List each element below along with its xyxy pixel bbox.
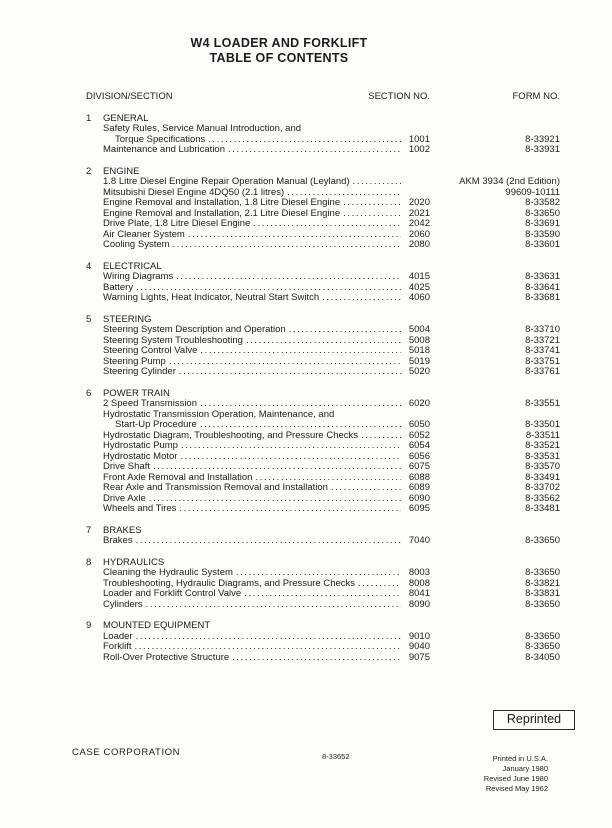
page-title [103, 36, 455, 66]
toc-item-title: Front Axle Removal and Installation [103, 471, 253, 483]
dot-leader [146, 600, 401, 611]
toc-item-section-no: 5008 [408, 334, 430, 346]
section-number: 7 [86, 524, 92, 536]
section-number: 9 [86, 620, 92, 631]
toc-item-form-no: 8-33650 [525, 207, 560, 219]
toc-item-title: Start-Up Procedure [115, 419, 197, 430]
toc-item-form-no: 8-33921 [525, 133, 560, 145]
toc-row [86, 177, 560, 188]
toc-row [86, 124, 560, 135]
dot-leader [361, 431, 401, 442]
section-title: GENERAL [103, 112, 149, 124]
toc-item-title: Loader [103, 630, 133, 642]
section-number: 4 [86, 260, 92, 272]
toc-item-title: Air Cleaner System [103, 228, 185, 240]
reprinted-stamp: Reprinted [493, 710, 575, 730]
toc-item-section-no: 6075 [408, 461, 430, 472]
table-of-contents [86, 114, 560, 664]
dot-leader [153, 462, 401, 473]
dot-leader [322, 293, 401, 304]
dot-leader [236, 568, 401, 579]
toc-item-form-no: AKM 3934 (2nd Edition) [459, 176, 560, 187]
toc-item-section-no: 9040 [408, 641, 430, 652]
toc-item-title: Wiring Diagrams [103, 271, 174, 282]
toc-row [86, 653, 560, 664]
toc-item-title: Cylinders [103, 598, 143, 610]
toc-item-form-no: 8-33501 [525, 419, 560, 430]
toc-row [86, 272, 560, 283]
toc-section-steering [86, 315, 560, 378]
toc-item-title: Steering System Description and Operation [103, 324, 286, 335]
toc-item-title: Wheels and Tires [103, 503, 177, 514]
toc-item-title: Hydrostatic Diagram, Troubleshooting, and Pressure Checks [103, 429, 359, 441]
dot-leader [358, 579, 401, 590]
toc-row [86, 483, 560, 494]
toc-item-section-no: 5020 [408, 366, 430, 377]
column-headers [86, 92, 560, 103]
toc-item-title: Drive Axle [103, 492, 146, 504]
toc-section-hydraulics [86, 558, 560, 611]
toc-section-power-train [86, 389, 560, 515]
toc-item-section-no: 4025 [408, 281, 430, 293]
toc-row [86, 441, 560, 452]
page-title-line2: TABLE OF CONTENTS [209, 51, 349, 65]
dot-leader [181, 441, 401, 452]
dot-leader [289, 325, 401, 336]
toc-item-title: Rear Axle and Transmission Removal and Installation [103, 482, 328, 493]
dot-leader [136, 632, 401, 643]
section-heading [86, 621, 560, 632]
section-title: HYDRAULICS [103, 556, 165, 568]
dot-leader [188, 230, 401, 241]
toc-item-form-no: 8-33831 [525, 588, 560, 599]
section-title: STEERING [103, 313, 152, 325]
dot-leader [200, 346, 401, 357]
toc-item-title: Hydrostatic Motor [103, 450, 178, 462]
dot-leader [149, 494, 401, 505]
toc-item-title: Drive Plate, 1.8 Litre Diesel Engine [103, 218, 251, 229]
toc-section-general [86, 114, 560, 156]
toc-row [86, 642, 560, 653]
footer-print-line: Revised May 1962 [485, 784, 548, 793]
dot-leader [232, 653, 401, 664]
toc-section-engine [86, 167, 560, 251]
toc-item-section-no: 4015 [408, 271, 430, 282]
toc-row [86, 399, 560, 410]
section-title: ELECTRICAL [103, 260, 162, 272]
section-title: MOUNTED EQUIPMENT [103, 620, 211, 631]
toc-item-section-no: 6090 [408, 492, 430, 504]
dot-leader [135, 642, 402, 653]
toc-row [86, 420, 560, 431]
toc-item-form-no: 8-33570 [525, 461, 560, 472]
toc-item-title: Loader and Forklift Control Valve [103, 588, 242, 599]
toc-row [86, 219, 560, 230]
toc-item-section-no: 6088 [408, 471, 430, 483]
toc-item-form-no: 8-33702 [525, 482, 560, 493]
footer-print-line: January 1980 [502, 764, 548, 773]
toc-section-brakes [86, 526, 560, 547]
toc-item-form-no: 8-33650 [525, 641, 560, 652]
dot-leader [208, 135, 401, 146]
page-title-line1: W4 LOADER AND FORKLIFT [190, 36, 368, 50]
toc-item-form-no: 8-33551 [525, 398, 560, 409]
toc-item-title: Safety Rules, Service Manual Introduction, and [103, 123, 302, 134]
toc-section-mounted-equipment [86, 621, 560, 663]
dot-leader [179, 367, 401, 378]
toc-item-form-no: 8-33691 [525, 218, 560, 229]
toc-item-section-no: 9010 [408, 630, 430, 642]
toc-item-section-no: 2020 [408, 197, 430, 208]
dot-leader [228, 145, 401, 156]
section-number: 5 [86, 313, 92, 325]
toc-item-section-no: 8041 [408, 588, 430, 599]
toc-item-form-no: 99609-10111 [505, 186, 560, 198]
dot-leader [136, 536, 401, 547]
toc-item-section-no: 6020 [408, 398, 430, 409]
toc-item-section-no: 9075 [408, 651, 430, 663]
toc-row [86, 198, 560, 209]
dot-leader [343, 198, 401, 209]
footer-print-line: Revised June 1980 [483, 774, 548, 783]
toc-row [86, 536, 560, 547]
toc-row [86, 589, 560, 600]
toc-row [86, 145, 560, 156]
toc-item-form-no: 8-33631 [525, 271, 560, 282]
toc-item-section-no: 2042 [408, 218, 430, 229]
toc-item-title: Mitsubishi Diesel Engine 4DQ50 (2.1 litres) [103, 186, 285, 198]
toc-item-section-no: 6050 [408, 419, 430, 430]
column-header-division: DIVISION/SECTION [86, 91, 173, 102]
section-title: BRAKES [103, 524, 142, 536]
dot-leader [353, 177, 401, 188]
toc-item-form-no: 8-33681 [525, 292, 560, 303]
toc-item-form-no: 8-33751 [525, 355, 560, 367]
section-title: POWER TRAIN [103, 387, 170, 399]
toc-row [86, 452, 560, 463]
toc-row [86, 504, 560, 515]
section-heading [86, 526, 560, 537]
toc-item-title: Troubleshooting, Hydraulic Diagrams, and Pressure Checks [103, 577, 356, 589]
toc-item-section-no: 2060 [408, 228, 430, 240]
toc-item-title: Roll-Over Protective Structure [103, 651, 230, 663]
toc-item-title: Hydrostatic Pump [103, 440, 178, 451]
toc-row [86, 600, 560, 611]
toc-item-title: Steering Control Valve [103, 345, 198, 356]
toc-item-title: Steering System Troubleshooting [103, 334, 243, 346]
dot-leader [331, 483, 401, 494]
toc-item-form-no: 8-33582 [525, 197, 560, 208]
column-header-form-no: FORM NO. [512, 91, 560, 102]
toc-item-section-no: 2021 [408, 207, 430, 219]
toc-item-section-no: 6054 [408, 440, 430, 451]
toc-item-section-no: 8008 [408, 577, 430, 589]
toc-item-title: Steering Pump [103, 355, 166, 367]
toc-item-section-no: 8090 [408, 598, 430, 610]
dot-leader [180, 452, 401, 463]
toc-row [86, 568, 560, 579]
dot-leader [200, 399, 401, 410]
toc-row [86, 632, 560, 643]
footer-company-name: CASE CORPORATION [72, 747, 181, 758]
dot-leader [200, 420, 401, 431]
dot-leader [169, 357, 401, 368]
toc-item-title: Engine Removal and Installation, 1.8 Litre Diesel Engine [103, 197, 341, 208]
dot-leader [343, 209, 401, 220]
toc-item-form-no: 8-33931 [525, 144, 560, 155]
toc-item-form-no: 8-33650 [525, 630, 560, 642]
toc-item-form-no: 8-34050 [525, 651, 560, 663]
toc-item-section-no: 7040 [408, 535, 430, 546]
toc-item-section-no: 5018 [408, 345, 430, 356]
toc-item-section-no: 2080 [408, 239, 430, 250]
section-number: 2 [86, 165, 92, 177]
toc-section-electrical [86, 262, 560, 304]
toc-item-section-no: 6089 [408, 482, 430, 493]
section-title: ENGINE [103, 165, 140, 177]
toc-item-title: Drive Shaft [103, 461, 150, 472]
toc-item-section-no: 5019 [408, 355, 430, 367]
dot-leader [244, 589, 401, 600]
toc-item-section-no: 4060 [408, 292, 430, 303]
toc-item-form-no: 8-33641 [525, 281, 560, 293]
dot-leader [253, 219, 401, 230]
toc-item-form-no: 8-33481 [525, 503, 560, 514]
toc-item-section-no: 1001 [408, 133, 430, 145]
toc-item-title: Torque Specifications [115, 133, 206, 145]
toc-item-form-no: 8-33511 [525, 429, 560, 441]
toc-item-title: 1.8 Litre Diesel Engine Repair Operation Manual (Leyland) [103, 176, 350, 187]
toc-item-section-no: 6095 [408, 503, 430, 514]
toc-item-form-no: 8-33721 [525, 334, 560, 346]
toc-item-title: Cooling System [103, 239, 170, 250]
toc-item-form-no: 8-33761 [525, 366, 560, 377]
toc-item-title: Battery [103, 281, 134, 293]
toc-item-title: Maintenance and Lubrication [103, 144, 226, 155]
toc-item-title: Brakes [103, 535, 133, 546]
toc-item-form-no: 8-33650 [525, 567, 560, 578]
toc-item-section-no: 8003 [408, 567, 430, 578]
toc-item-form-no: 8-33491 [525, 471, 560, 483]
toc-item-title: Engine Removal and Installation, 2.1 Litre Diesel Engine [103, 207, 341, 219]
toc-item-title: Steering Cylinder [103, 366, 176, 377]
toc-item-form-no: 8-33821 [525, 577, 560, 589]
dot-leader [179, 504, 401, 515]
dot-leader [173, 240, 401, 251]
toc-item-title: Warning Lights, Heat Indicator, Neutral Start Switch [103, 292, 320, 303]
toc-item-form-no: 8-33601 [525, 239, 560, 250]
toc-item-title: Cleaning the Hydraulic System [103, 567, 233, 578]
toc-item-form-no: 8-33590 [525, 228, 560, 240]
toc-row [86, 325, 560, 336]
column-header-section-no: SECTION NO. [368, 91, 430, 102]
toc-row [86, 367, 560, 378]
footer-doc-number: 8-33652 [322, 752, 350, 761]
toc-item-form-no: 8-33650 [525, 598, 560, 610]
toc-item-form-no: 8-33531 [525, 450, 560, 462]
toc-item-title: 2 Speed Transmission [103, 398, 197, 409]
toc-row [86, 462, 560, 473]
toc-row [86, 240, 560, 251]
toc-row [86, 346, 560, 357]
section-number: 6 [86, 387, 92, 399]
toc-item-form-no: 8-33562 [525, 492, 560, 504]
toc-item-section-no: 6052 [408, 429, 430, 441]
toc-item-form-no: 8-33741 [525, 345, 560, 356]
toc-item-form-no: 8-33710 [525, 324, 560, 335]
footer-print-info [484, 754, 548, 794]
toc-item-form-no: 8-33650 [525, 535, 560, 546]
footer-print-line: Printed in U.S.A. [492, 754, 548, 763]
section-number: 8 [86, 556, 92, 568]
toc-item-title: Forklift [103, 641, 132, 652]
toc-item-section-no: 5004 [408, 324, 430, 335]
toc-item-section-no: 1002 [408, 144, 430, 155]
toc-item-form-no: 8-33521 [525, 440, 560, 451]
toc-item-title: Hydrostatic Transmission Operation, Maintenance, and [103, 408, 335, 420]
dot-leader [176, 272, 401, 283]
section-number: 1 [86, 112, 92, 124]
dot-leader [246, 336, 401, 347]
toc-item-section-no: 6056 [408, 450, 430, 462]
toc-row [86, 293, 560, 304]
